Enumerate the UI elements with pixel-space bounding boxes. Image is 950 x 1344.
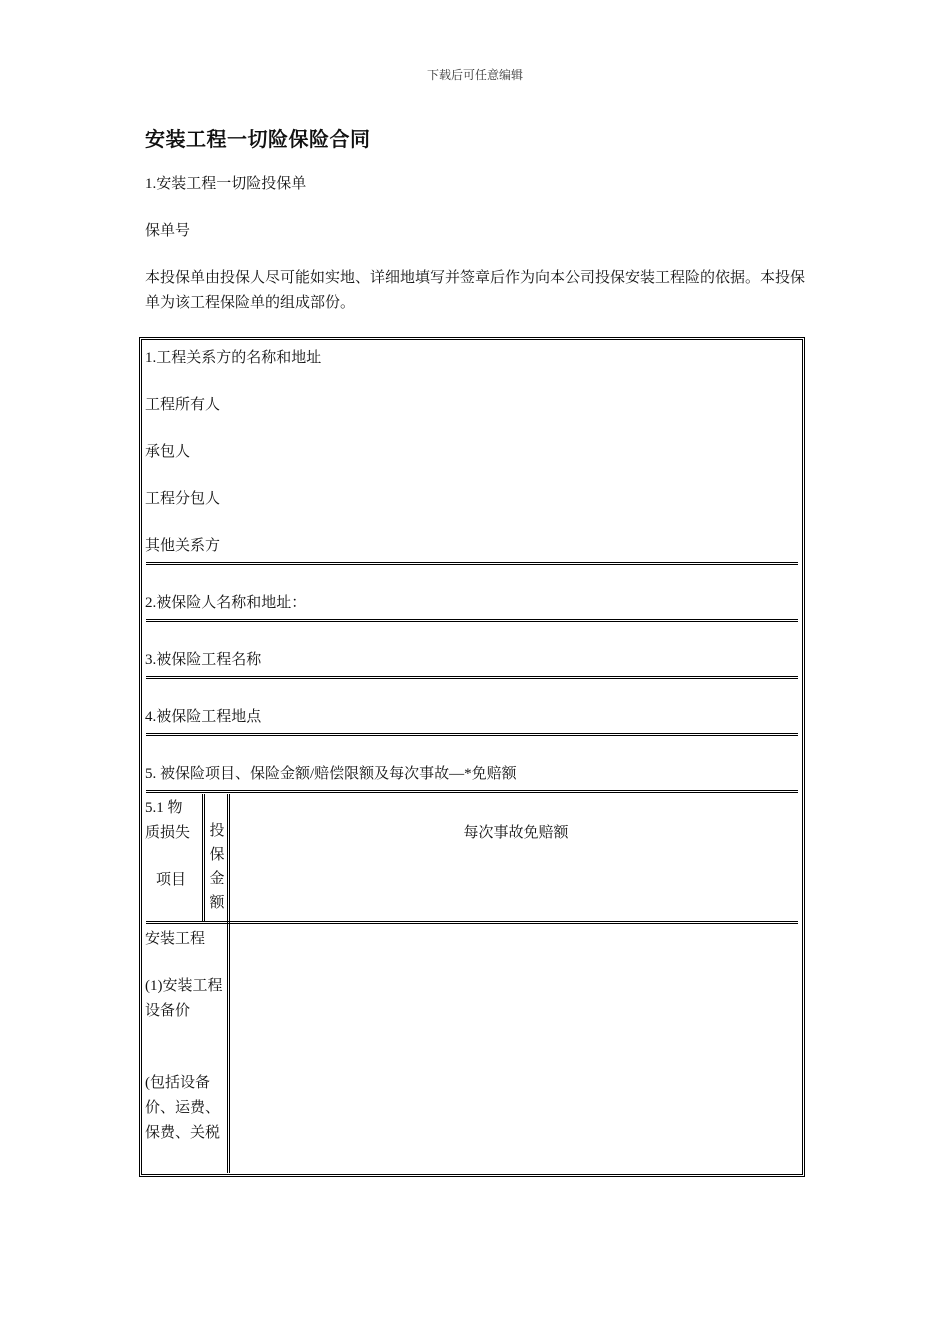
header-note: 下载后可任意编辑 <box>426 68 523 82</box>
subcontractor-label: 工程分包人 <box>145 491 221 507</box>
column-divider <box>227 794 230 1173</box>
owner-label: 工程所有人 <box>145 397 221 413</box>
row-divider <box>146 921 798 924</box>
sum-insured-header: 投 保 金 额 <box>209 823 225 911</box>
deductible-header: 每次事故免赔额 <box>463 825 569 841</box>
section4-project-location: 4.被保险工程地点 <box>145 709 262 725</box>
row-divider <box>146 562 798 565</box>
equipment-value-label: (1)安装工程设备价 <box>145 978 223 1019</box>
row-divider <box>146 790 798 793</box>
policy-number-label: 保单号 <box>145 223 191 239</box>
contractor-label: 承包人 <box>145 444 191 460</box>
section2-insured-name: 2.被保险人名称和地址： <box>145 595 307 611</box>
application-form-table <box>139 337 805 1177</box>
document-title: 安装工程一切险保险合同 <box>145 129 371 151</box>
row-divider <box>146 676 798 679</box>
column-divider <box>202 794 205 921</box>
equipment-value-note: (包括设备价、运费、保费、关税 <box>145 1075 221 1141</box>
physical-loss-label-2: 质损失 <box>145 825 191 841</box>
section1-heading: 1.工程关系方的名称和地址 <box>145 350 322 366</box>
section5-heading: 5. 被保险项目、保险金额/赔偿限额及每次事故—*免赔额 <box>145 766 517 782</box>
intro-paragraph: 本投保单由投保人尽可能如实地、详细地填写并签章后作为向本公司投保安装工程险的依据。本投保单为该工程保险单的组成部份。 <box>145 270 806 311</box>
row-divider <box>146 733 798 736</box>
section3-project-name: 3.被保险工程名称 <box>145 652 262 668</box>
other-parties-label: 其他关系方 <box>145 538 221 554</box>
installation-works-label: 安装工程 <box>145 931 206 947</box>
row-divider <box>146 619 798 622</box>
physical-loss-label-1: 5.1 物 <box>145 800 183 816</box>
physical-loss-label-3: 项目 <box>156 872 187 888</box>
form-name: 1.安装工程一切险投保单 <box>145 176 307 192</box>
